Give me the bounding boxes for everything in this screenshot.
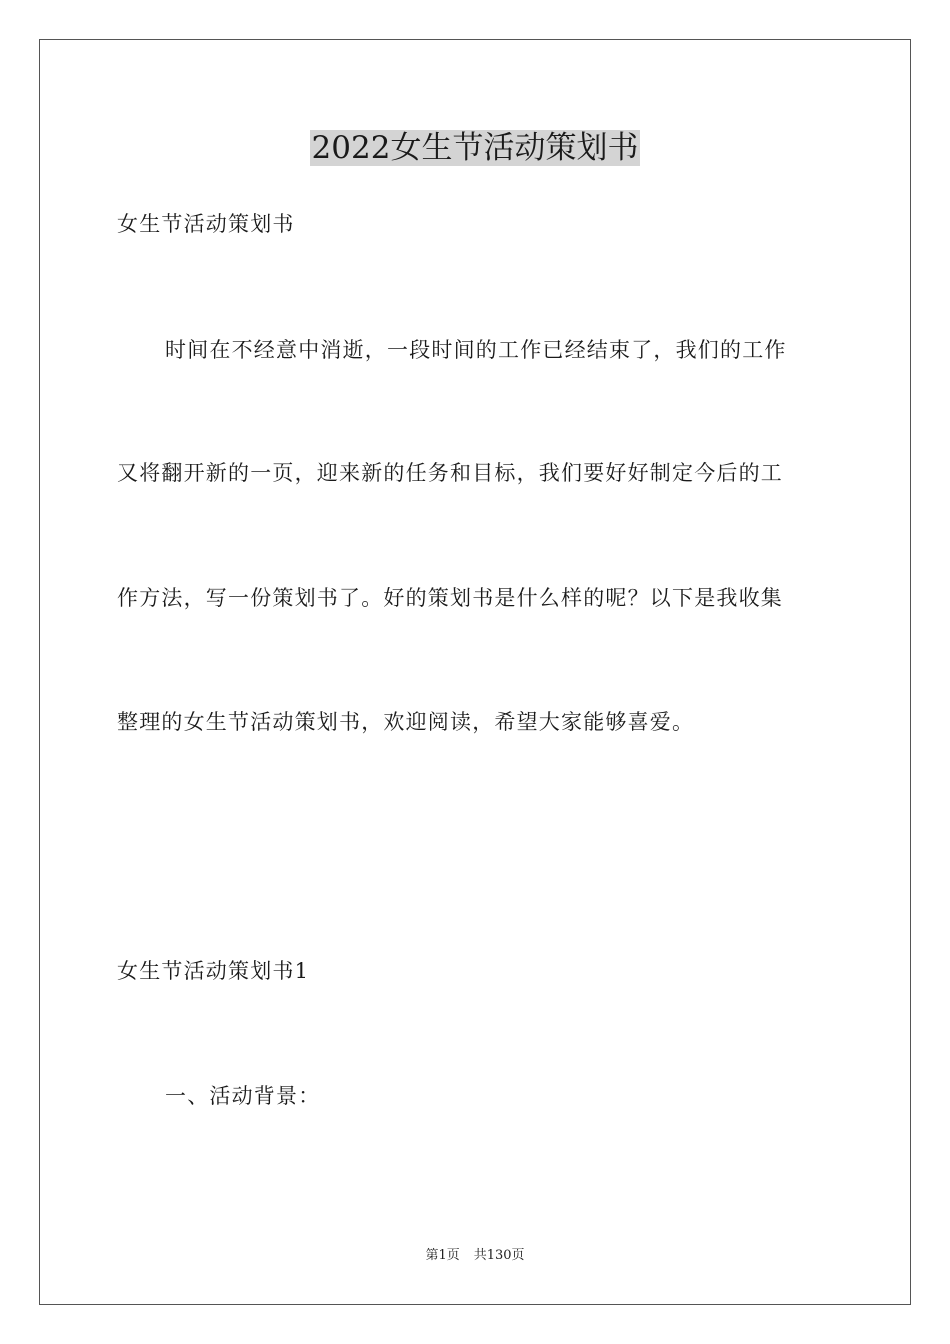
page-total: 共130页	[473, 1248, 525, 1263]
intro-line-2: 又将翻开新的一页，迎来新的任务和目标，我们要好好制定今后的工	[117, 461, 783, 485]
page-footer	[0, 1247, 950, 1265]
document-title-text: 2022女生节活动策划书	[311, 130, 639, 166]
document-subtitle: 女生节活动策划书	[117, 212, 295, 236]
document-title	[0, 128, 950, 168]
section-heading: 一、活动背景：	[165, 1084, 321, 1108]
intro-line-4: 整理的女生节活动策划书，欢迎阅读，希望大家能够喜爱。	[117, 710, 695, 734]
intro-line-1: 时间在不经意中消逝，一段时间的工作已经结束了，我们的工作	[165, 338, 787, 362]
page-number: 第1页	[425, 1248, 460, 1263]
section-title: 女生节活动策划书1	[117, 959, 310, 983]
intro-line-3: 作方法，写一份策划书了。好的策划书是什么样的呢？以下是我收集	[117, 586, 783, 610]
